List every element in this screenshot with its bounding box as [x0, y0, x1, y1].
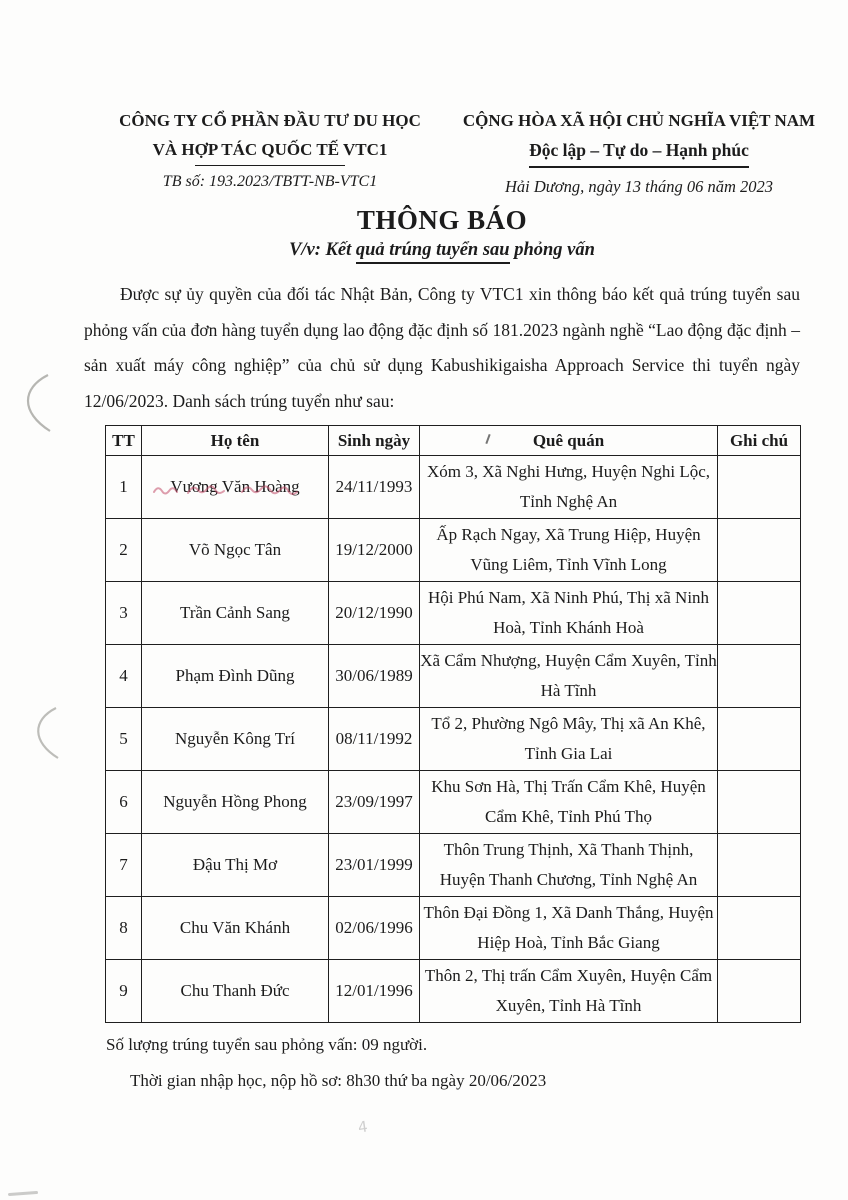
cell-dob: 02/06/1996 — [329, 897, 420, 960]
cell-note — [718, 897, 801, 960]
cell-note — [718, 456, 801, 519]
cell-hometown: Xã Cẩm Nhượng, Huyện Cẩm Xuyên, Tỉnh Hà Tĩnh — [420, 645, 718, 708]
cell-dob: 24/11/1993 — [329, 456, 420, 519]
table-row — [106, 582, 801, 645]
cell-hometown: Tổ 2, Phường Ngô Mây, Thị xã An Khê, Tỉnh Gia Lai — [420, 708, 718, 771]
table-row — [106, 834, 801, 897]
cell-note — [718, 960, 801, 1023]
company-header-block — [100, 106, 440, 200]
company-name-underline — [195, 165, 345, 166]
header-cell-tt: TT — [106, 426, 142, 456]
cell-note — [718, 519, 801, 582]
subtitle-prefix: V/v: Kết — [289, 240, 356, 260]
cell-tt: 5 — [106, 708, 142, 771]
cell-hometown: Hội Phú Nam, Xã Ninh Phú, Thị xã Ninh Hoà, Tỉnh Khánh Hoà — [420, 582, 718, 645]
cell-dob: 23/01/1999 — [329, 834, 420, 897]
table-row — [106, 456, 801, 519]
place-and-date: Hải Dương, ngày 13 tháng 06 năm 2023 — [504, 177, 774, 196]
enrollment-time-line: Thời gian nhập học, nộp hồ sơ: 8h30 thứ ba ngày 20/06/2023 — [130, 1071, 547, 1090]
cell-dob: 19/12/2000 — [329, 519, 420, 582]
table-row — [106, 519, 801, 582]
pencil-smudge: 4 — [356, 1117, 369, 1137]
subtitle-suffix: phỏng vấn — [509, 240, 595, 260]
cell-tt: 7 — [106, 834, 142, 897]
scan-crease-mark-lower — [26, 706, 66, 760]
table-row — [106, 960, 801, 1023]
table-body — [106, 456, 801, 1023]
scan-crease-mark-upper — [14, 372, 58, 434]
cell-tt: 1 — [106, 456, 142, 519]
cell-tt: 6 — [106, 771, 142, 834]
table-row — [106, 897, 801, 960]
cell-tt: 4 — [106, 645, 142, 708]
cell-note — [718, 708, 801, 771]
national-title: CỘNG HÒA XÃ HỘI CHỦ NGHĨA VIỆT NAM — [462, 111, 816, 130]
announcement-paragraph: Được sự ủy quyền của đối tác Nhật Bản, Công ty VTC1 xin thông báo kết quả trúng tuyển sau phỏng vấn của đơn hàng tuyển dụng lao động đặc định số 181.2023 ngành nghề “Lao động đặc định – sản xuất máy công nghiệp” của chủ sử dụng Kabushikigaisha Approach Service thi tuyển ngày 12/06/2023. Danh sách trúng tuyển như sau: — [84, 284, 800, 411]
company-name-line-2: VÀ HỢP TÁC QUỐC TẾ VTC1 — [152, 140, 388, 159]
cell-name: Đậu Thị Mơ — [142, 834, 329, 897]
header-cell-hometown: Quê quán — [420, 426, 718, 456]
cell-name: Võ Ngọc Tân — [142, 519, 329, 582]
subtitle-underlined: quả trúng tuyển sau — [356, 240, 510, 264]
cell-name: Nguyễn Hồng Phong — [142, 771, 329, 834]
cell-dob: 20/12/1990 — [329, 582, 420, 645]
document-subtitle — [84, 237, 800, 264]
table-row — [106, 708, 801, 771]
header-cell-note: Ghi chú — [718, 426, 801, 456]
cell-hometown: Xóm 3, Xã Nghi Hưng, Huyện Nghi Lộc, Tỉnh Nghệ An — [420, 456, 718, 519]
cell-hometown: Khu Sơn Hà, Thị Trấn Cẩm Khê, Huyện Cẩm Khê, Tỉnh Phú Thọ — [420, 771, 718, 834]
national-motto-block — [456, 106, 822, 200]
cell-name: Chu Văn Khánh — [142, 897, 329, 960]
cell-name: Vương Văn Hoàng — [142, 456, 329, 519]
cell-dob: 08/11/1992 — [329, 708, 420, 771]
cell-hometown: Ấp Rạch Ngay, Xã Trung Hiệp, Huyện Vũng Liêm, Tỉnh Vĩnh Long — [420, 519, 718, 582]
cell-note — [718, 771, 801, 834]
table-row — [106, 771, 801, 834]
header-cell-name: Họ tên — [142, 426, 329, 456]
cell-name: Phạm Đình Dũng — [142, 645, 329, 708]
cell-tt: 2 — [106, 519, 142, 582]
cell-dob: 30/06/1989 — [329, 645, 420, 708]
document-header — [0, 106, 848, 200]
cell-tt: 3 — [106, 582, 142, 645]
cell-hometown: Thôn Đại Đồng 1, Xã Danh Thắng, Huyện Hiệp Hoà, Tỉnh Bắc Giang — [420, 897, 718, 960]
table-header-row — [106, 426, 801, 456]
document-number: TB số: 193.2023/TBTT-NB-VTC1 — [162, 173, 378, 190]
cell-dob: 12/01/1996 — [329, 960, 420, 1023]
cell-hometown: Thôn 2, Thị trấn Cẩm Xuyên, Huyện Cẩm Xuyên, Tỉnh Hà Tĩnh — [420, 960, 718, 1023]
cell-dob: 23/09/1997 — [329, 771, 420, 834]
document-title: THÔNG BÁO — [356, 205, 528, 235]
table-row — [106, 645, 801, 708]
cell-name: Chu Thanh Đức — [142, 960, 329, 1023]
company-name-line-1: CÔNG TY CỔ PHẦN ĐẦU TƯ DU HỌC — [119, 111, 421, 130]
cell-hometown: Thôn Trung Thịnh, Xã Thanh Thịnh, Huyện Thanh Chương, Tỉnh Nghệ An — [420, 834, 718, 897]
cell-note — [718, 582, 801, 645]
total-count-line: Số lượng trúng tuyển sau phỏng vấn: 09 người. — [106, 1035, 428, 1054]
cell-note — [718, 834, 801, 897]
header-cell-dob: Sinh ngày — [329, 426, 420, 456]
title-block — [84, 204, 800, 264]
cell-name: Trần Cảnh Sang — [142, 582, 329, 645]
cell-name: Nguyễn Kông Trí — [142, 708, 329, 771]
national-motto: Độc lập – Tự do – Hạnh phúc — [529, 137, 749, 168]
results-table — [105, 425, 801, 1023]
scan-edge-mark — [8, 1191, 38, 1196]
cell-tt: 8 — [106, 897, 142, 960]
cell-tt: 9 — [106, 960, 142, 1023]
cell-note — [718, 645, 801, 708]
